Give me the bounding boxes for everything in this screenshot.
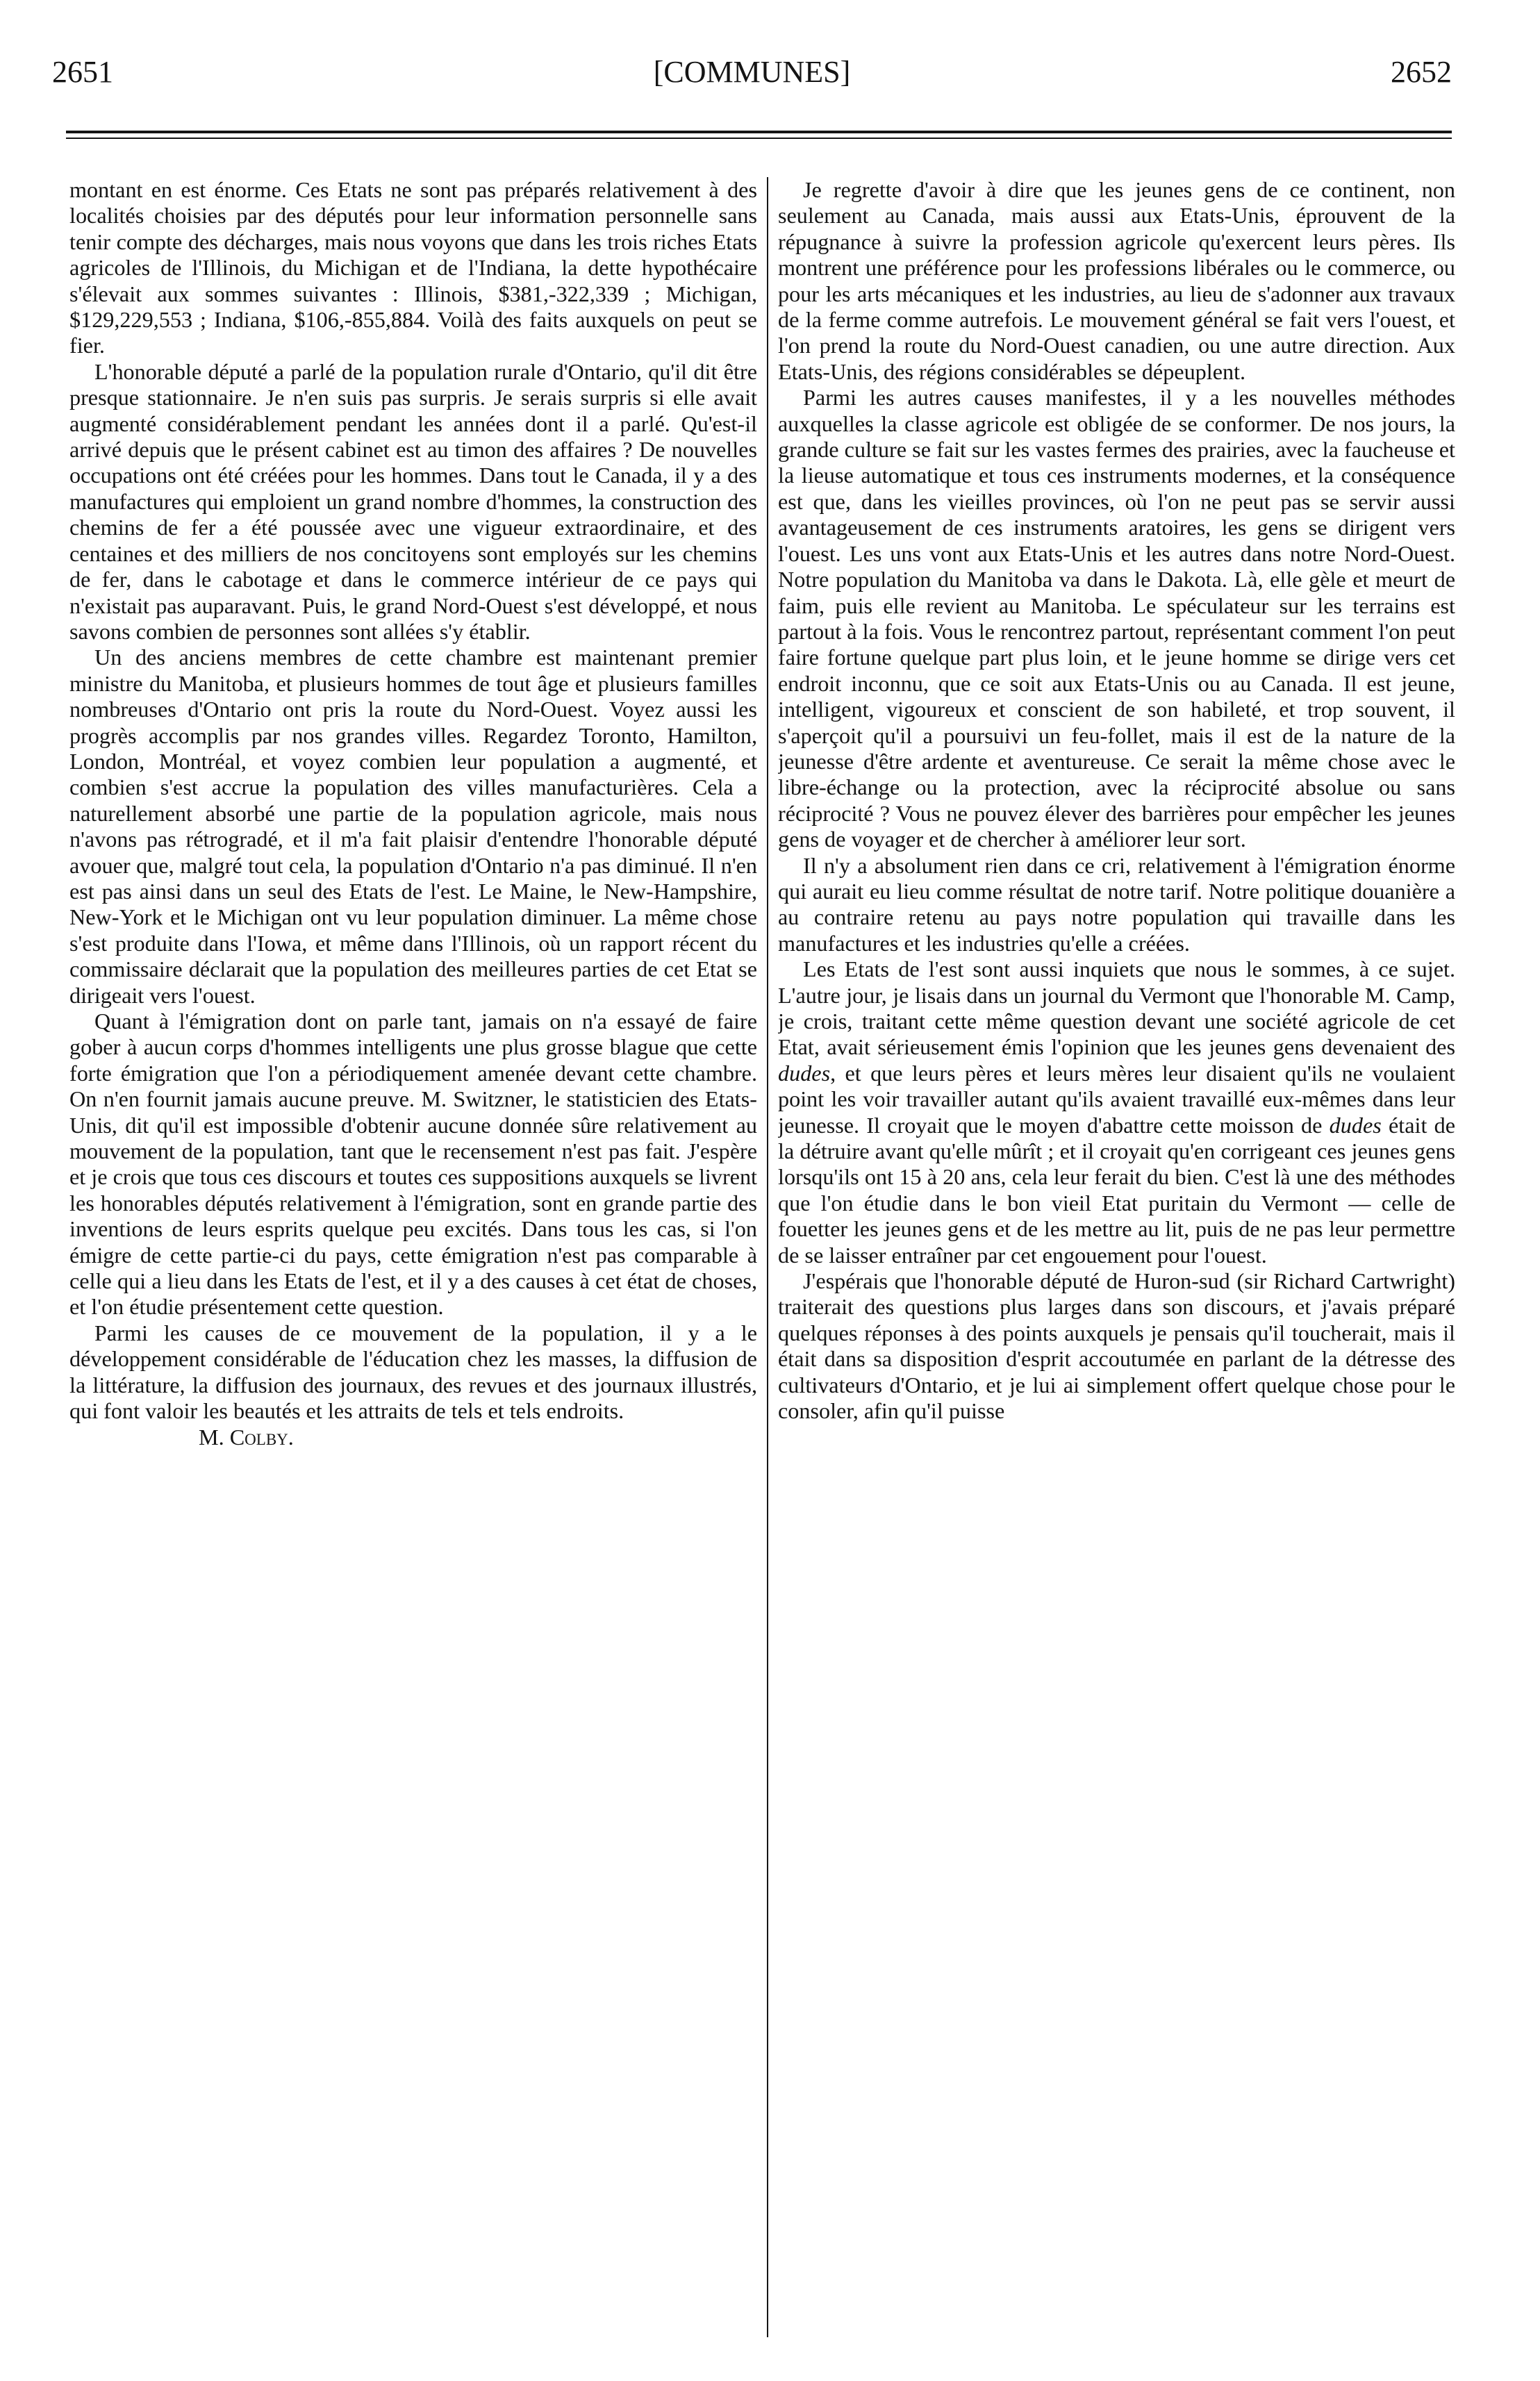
paragraph: montant en est énorme. Ces Etats ne sont pas préparés relativement à des localités choisies par des députés pour leur information personnelle sans tenir compte des décharges, mais nous voyons que dans les trois riches Etats agricoles de l'Illinois, du Michigan et de l'Indiana, la dette hypothécaire s'élevait aux sommes suivantes : Illinois, $381,-322,339 ; Michigan, $129,229,553 ; Indiana, $106,-855,884. Voilà des faits auxquels on peut se fier. [69, 177, 757, 358]
left-column [69, 177, 757, 2358]
paragraph: J'espérais que l'honorable député de Huron-sud (sir Richard Cartwright) traiterait des questions plus larges dans son discours, et j'avais préparé quelques réponses à des points auxquels je pensais qu'il toucherait, mais il était dans sa disposition d'esprit accoutumée en parlant de la détresse des cultivateurs d'Ontario, et je lui ai simplement offert quelque chose pour le consoler, afin qu'il puisse [778, 1268, 1455, 1424]
column-divider [767, 177, 768, 2337]
italic-word: dudes [1329, 1112, 1382, 1138]
header-rule-thick [66, 131, 1452, 133]
page-title: [COMMUNES] [653, 55, 851, 89]
right-page-number: 2652 [1391, 55, 1452, 89]
header-rule-thin [66, 138, 1452, 139]
italic-word: dudes [778, 1060, 831, 1086]
paragraph: Quant à l'émigration dont on parle tant, jamais on n'a essayé de faire gober à aucun corps d'hommes intelligents une plus grosse blague que cette forte émigration que l'on a périodiquement amenée devant cette chambre. On n'en fournit jamais aucune preuve. M. Switzner, le statisticien des Etats-Unis, dit qu'il est impossible d'obtenir aucune donnée sûre relativement au mouvement de la population, tant que le recensement n'est pas fait. J'espère et je crois que tous ces discours et toutes ces suppositions auxquels se livrent les honorables députés relativement à l'émigration, sont en grande partie des inventions de leurs esprits quelque peu excités. Dans tous les cas, si l'on émigre de cette partie-ci du pays, cette émigration n'est pas comparable à celle qui a lieu dans les Etats de l'est, et il y a des causes à cet état de choses, et l'on étudie présentement cette question. [69, 1009, 757, 1320]
paragraph: Un des anciens membres de cette chambre est maintenant premier ministre du Manitoba, et plusieurs hommes de tout âge et plusieurs familles nombreuses d'Ontario ont pris la route du Nord-Ouest. Voyez aussi les progrès accomplis par nos grandes villes. Regardez Toronto, Hamilton, London, Montréal, et voyez combien leur population a augmenté, et combien s'est accrue la population des villes manufacturières. Cela a naturellement absorbé une partie de la population agricole, mais nous n'avons pas rétrogradé, et il m'a fait plaisir d'entendre l'honorable député avouer que, malgré tout cela, la population d'Ontario n'a pas diminué. Il n'en est pas ainsi dans un seul des Etats de l'est. Le Maine, le New-Hampshire, New-York et le Michigan ont vu leur population diminuer. La même chose s'est produite dans l'Iowa, et même dans l'Illinois, où un rapport récent du commissaire déclarait que la population des meilleures parties de cet Etat se dirigeait vers l'ouest. [69, 645, 757, 1008]
paragraph: Parmi les causes de ce mouvement de la population, il y a le développement considérable de l'éducation chez les masses, la diffusion de la littérature, la diffusion des journaux, des revues et des journaux illustrés, qui font valoir les beautés et les attraits de tels et tels endroits. [69, 1320, 757, 1424]
paragraph: Parmi les autres causes manifestes, il y a les nouvelles méthodes auxquelles la classe agricole est obligée de se conformer. De nos jours, la grande culture se fait sur les vastes fermes des prairies, avec la faucheuse et la lieuse automatique et tous ces instruments modernes, et la conséquence est que, dans les vieilles provinces, où l'on ne peut pas se servir aussi avantageusement de ces instruments aratoires, les gens se dirigent vers l'ouest. Les uns vont aux Etats-Unis et les autres dans notre Nord-Ouest. Notre population du Manitoba va dans le Dakota. Là, elle gèle et meurt de faim, puis elle revient au Manitoba. Le spéculateur sur les terrains est partout à la fois. Vous le rencontrez partout, représentant comment l'on peut faire fortune quelque part plus loin, et le jeune homme se dirige vers cet endroit inconnu, que ce soit aux Etats-Unis ou au Canada. Il est jeune, intelligent, vigoureux et conscient de son habileté, et trop souvent, il s'aperçoit qu'il a poursuivi un feu-follet, mais il est de la nature de la jeunesse d'être ardente et aventureuse. Ce serait la même chose avec le libre-échange ou la protection, avec la réciprocité absolue ou sans réciprocité ? Vous ne pouvez élever des barrières pour empêcher les jeunes gens de voyager et de chercher à améliorer leur sort. [778, 385, 1455, 852]
page-header [52, 54, 1452, 110]
paragraph [778, 956, 1455, 1268]
speaker-name: M. Colby. [199, 1424, 294, 1450]
text-run: était de la détruire avant qu'elle mûrît ; et il croyait qu'en corrigeant ces jeunes gens lorsqu'ils ont 15 à 20 ans, cela leur ferait du bien. C'est là une des méthodes que l'on étudie dans le bon vieil Etat puritain du Vermont — celle de fouetter les jeunes gens et de les mettre au lit, puis de ne pas leur permettre de se laisser entraîner par cet engouement pour l'ouest. [778, 1112, 1455, 1268]
paragraph: L'honorable député a parlé de la population rurale d'Ontario, qu'il dit être presque stationnaire. Je n'en suis pas surpris. Je serais surpris si elle avait augmenté considérablement pendant les années dont il a parlé. Qu'est-il arrivé depuis que le présent cabinet est au timon des affaires ? De nouvelles occupations ont été créées pour les hommes. Dans tout le Canada, il y a des manufactures qui emploient un grand nombre d'hommes, la construction des chemins de fer a été poussée avec une vigueur extraordinaire, et des centaines et des milliers de nos concitoyens sont employés sur les chemins de fer, dans le cabotage et dans le commerce intérieur de ce pays qui n'existait pas auparavant. Puis, le grand Nord-Ouest s'est développé, et nous savons combien de personnes sont allées s'y établir. [69, 358, 757, 644]
text-run: Les Etats de l'est sont aussi inquiets que nous le sommes, à ce sujet. L'autre jour, je lisais dans un journal du Vermont que l'honorable M. Camp, je crois, traitant cette même question devant une société agricole de cet Etat, avait sérieusement émis l'opinion que les jeunes gens devenaient des [778, 956, 1455, 1060]
text-run: , et que leurs pères et leurs mères leur disaient qu'ils ne voulaient point les voir travailler autant qu'ils avaient travaillé eux-mêmes dans leur jeunesse. Il croyait que le moyen d'abattre cette moisson de [778, 1060, 1455, 1138]
right-column [778, 177, 1455, 2358]
left-page-number: 2651 [52, 55, 113, 89]
paragraph: Je regrette d'avoir à dire que les jeunes gens de ce continent, non seulement au Canada, mais aussi aux Etats-Unis, éprouvent de la répugnance à suivre la profession agricole qu'exercent leurs pères. Ils montrent une préférence pour les professions libérales ou le commerce, ou pour les arts mécaniques et les industries, au lieu de s'adonner aux travaux de la ferme comme autrefois. Le mouvement général se fait vers l'ouest, et l'on prend la route du Nord-Ouest canadien, ou une autre direction. Aux Etats-Unis, des régions considérables se dépeuplent. [778, 177, 1455, 384]
paragraph: Il n'y a absolument rien dans ce cri, relativement à l'émigration énorme qui aurait eu lieu comme résultat de notre tarif. Notre politique douanière a au contraire retenu au pays notre population qui travaille dans les manufactures et les industries qu'elle a créées. [778, 852, 1455, 956]
